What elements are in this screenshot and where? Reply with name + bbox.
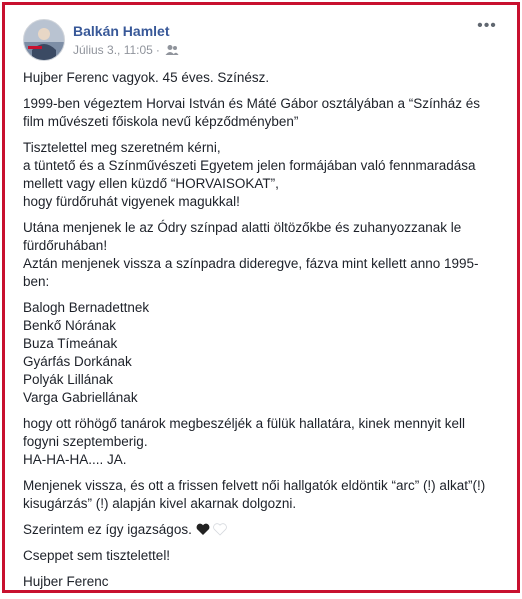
meta-separator: ·	[155, 43, 160, 57]
avatar-image	[24, 20, 64, 60]
page-avatar[interactable]	[23, 19, 65, 61]
list-item: Gyárfás Dorkának	[23, 354, 132, 369]
post-card	[2, 2, 520, 593]
post-meta	[73, 43, 179, 57]
paragraph-closing: Cseppet sem tisztelettel!	[23, 548, 171, 563]
more-options-button[interactable]	[475, 19, 499, 35]
fairness-text: Szerintem ez így igazságos.	[23, 522, 192, 537]
instruction-line: Utána menjenek le az Ódry színpad alatti öltözőkbe és zuhanyozzanak le fürdőruhában!	[23, 220, 462, 253]
teachers-line: HA-HA-HA.... JA.	[23, 452, 127, 467]
post-text	[23, 69, 501, 599]
paragraph-teachers	[23, 415, 501, 469]
request-line: hogy fürdőruhát vigyenek magukkal!	[23, 194, 240, 209]
paragraph-request	[23, 139, 501, 211]
white-heart-icon	[213, 523, 227, 536]
list-item: Balogh Bernadettnek	[23, 300, 150, 315]
paragraph-students: Menjenek vissza, és ott a frissen felvett női hallgatók eldöntik “arc” (!) alkat”(!) kisugárzás” (!) alapján kivel akarnak dolgozni.	[23, 478, 486, 511]
list-item: Polyák Lillának	[23, 372, 114, 387]
paragraph-fairness	[23, 521, 501, 539]
post-header	[23, 19, 507, 59]
signature: Hujber Ferenc	[23, 574, 109, 589]
list-item: Buza Tímeának	[23, 336, 118, 351]
list-item: Varga Gabriellának	[23, 390, 138, 405]
request-line: a tüntető és a Színművészeti Egyetem jelen formájában való fennmaradása mellett vagy ellen küzdő “HORVAISOKAT”,	[23, 158, 476, 191]
black-heart-icon	[196, 523, 210, 536]
paragraph-education: 1999-ben végeztem Horvai István és Máté Gábor osztályában a “Színház és film művészeti főiskola nevű képződményben”	[23, 96, 480, 129]
post-timestamp[interactable]: Július 3., 11:05	[73, 43, 153, 57]
instruction-line: Aztán menjenek vissza a színpadra dideregve, fázva mint kellett anno 1995-ben:	[23, 256, 479, 289]
names-list	[23, 299, 501, 407]
paragraph-intro: Hujber Ferenc vagyok. 45 éves. Színész.	[23, 70, 270, 85]
teachers-line: hogy ott röhögő tanárok megbeszéljék a fülük hallatára, kinek mennyit kell fogyni szeptemberig.	[23, 416, 465, 449]
paragraph-instructions	[23, 219, 501, 291]
request-line: Tisztelettel meg szeretném kérni,	[23, 140, 221, 155]
friends-icon[interactable]	[165, 44, 179, 56]
more-dots-icon: •••	[477, 17, 497, 34]
list-item: Benkő Nórának	[23, 318, 117, 333]
page-name-link[interactable]: Balkán Hamlet	[73, 23, 170, 39]
